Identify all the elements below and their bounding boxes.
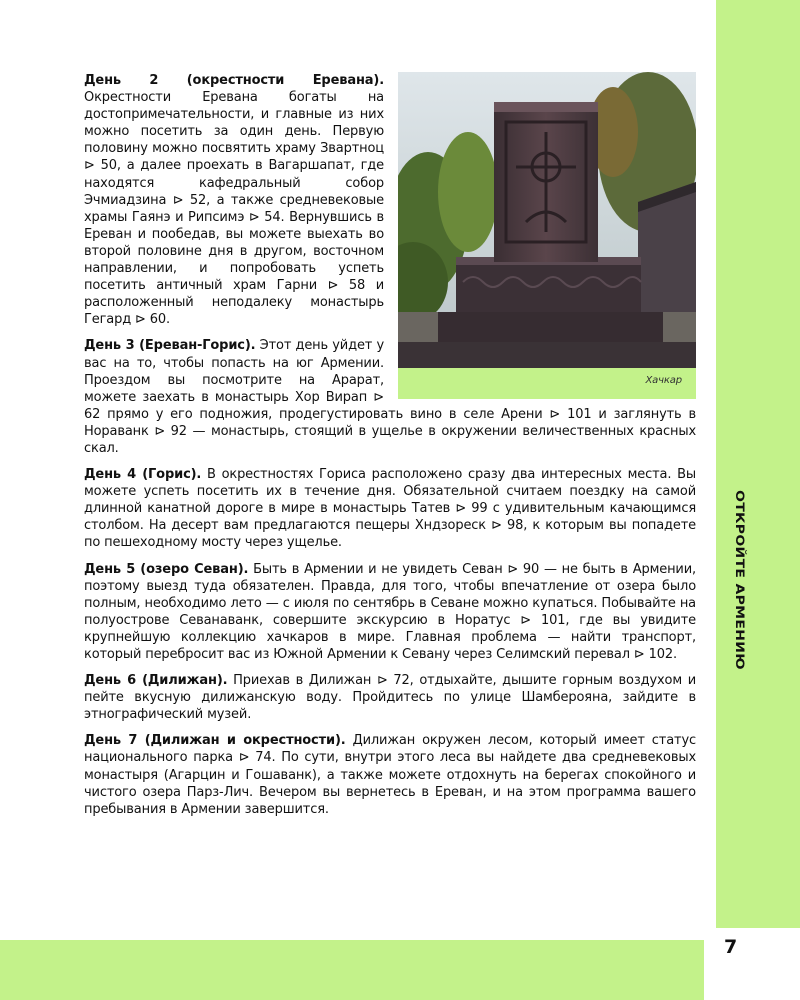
day-2-title: День 2 (окрестности Еревана).: [84, 73, 384, 88]
section-side-label: ОТКРОЙТЕ АРМЕНИЮ: [732, 490, 747, 671]
day-5-text: Быть в Армении и не увидеть Севан ⊳ 90 — не быть в Армении, поэтому выезд туда обязателен. Правда, для того, чтобы впечатление от озера было полным, необходимо лето — с июля по сентябрь в Севане можно купаться. Побывайте на полуострове Севанаванк, совершите экскурсию в Норатус ⊳ 101, где вы увидите крупнейшую коллекцию хачкаров в мире. Главная проблема — найти транспорт, который перебросит вас из Южной Армении к Севану через Селимский перевал ⊳ 102.: [84, 561, 697, 662]
day-7-text: Дилижан окружен лесом, который имеет статус национального парка ⊳ 74. По сути, внутри этого леса вы найдете два средневековых монастыря (Агарцин и Гошаванк), а также можете отдохнуть на берегах спокойного и чистого озера Парз-Лич. Вечером вы вернетесь в Ереван, и на этом программа вашего пребывания в Армении завершится.: [84, 733, 696, 817]
day-5-title: День 5 (озеро Севан).: [84, 561, 249, 577]
article-body: [84, 72, 696, 827]
day-7-title: День 7 (Дилижан и окрестности).: [84, 733, 346, 749]
day-4-title: День 4 (Горис).: [84, 467, 202, 483]
day-5-paragraph: [84, 561, 696, 664]
day-6-text: Приехав в Дилижан ⊳ 72, отдыхайте, дышите горным воздухом и пейте вкусную дилижанскую воду. Пройдитесь по улице Шамбероянa, зайдите в этнографический музей.: [84, 673, 696, 723]
page-number: 7: [724, 936, 738, 958]
khachkar-figure: [398, 72, 696, 399]
day-4-paragraph: [84, 466, 696, 551]
bottom-margin-bar: [0, 940, 800, 1000]
page-number-box: [704, 928, 800, 1000]
day-6-paragraph: [84, 672, 696, 723]
figure-caption: Хачкар: [645, 374, 682, 386]
day-2-text: Окрестности Еревана богаты на достопримечательности, и главные из них можно посетить за один день. Первую половину можно посвятить храму Звартноц ⊳ 50, а далее проехать в Вагаршапат, где находятся кафедральный собор Эчмиадзина ⊳ 52, а также средневековые храмы Гаянэ и Рипсимэ ⊳ 54. Вернувшись в Ереван и пообедав, вы можете выехать во второй половине дня в другом, восточном направлении, и попробовать успеть посетить античный храм Гарни ⊳ 58 и расположенный неподалеку монастырь Гегард ⊳ 60.: [84, 90, 384, 328]
day-3-title: День 3 (Ереван-Горис).: [84, 338, 256, 354]
day-7-paragraph: [84, 732, 696, 817]
day-6-title: День 6 (Дилижан).: [84, 673, 228, 689]
day-3-text: Этот день уйдет у вас на то, чтобы попасть на юг Армении. Проездом вы посмотрите на Арарат, можете заехать в монастырь Хор Вирап ⊳ 62 прямо у его подножия, продегустировать вино в селе Арени ⊳ 101 и заглянуть в Нораванк ⊳ 92 — монастырь, стоящий в ущелье в окружении величественных красных скал.: [84, 338, 696, 456]
khachkar-photo-icon: [398, 72, 696, 368]
day-4-text: В окрестностях Гориса расположено сразу два интересных места. Вы можете успеть посетить их в течение дня. Обязательной считаем поездку на самой длинной канатной дороге в мире в монастырь Татев ⊳ 99 с удивительным качающимся столбом. На десерт вам предлагаются пещеры Хндзореск ⊳ 98, к которым вы попадете по пешеходному мосту через ущелье.: [84, 467, 696, 551]
